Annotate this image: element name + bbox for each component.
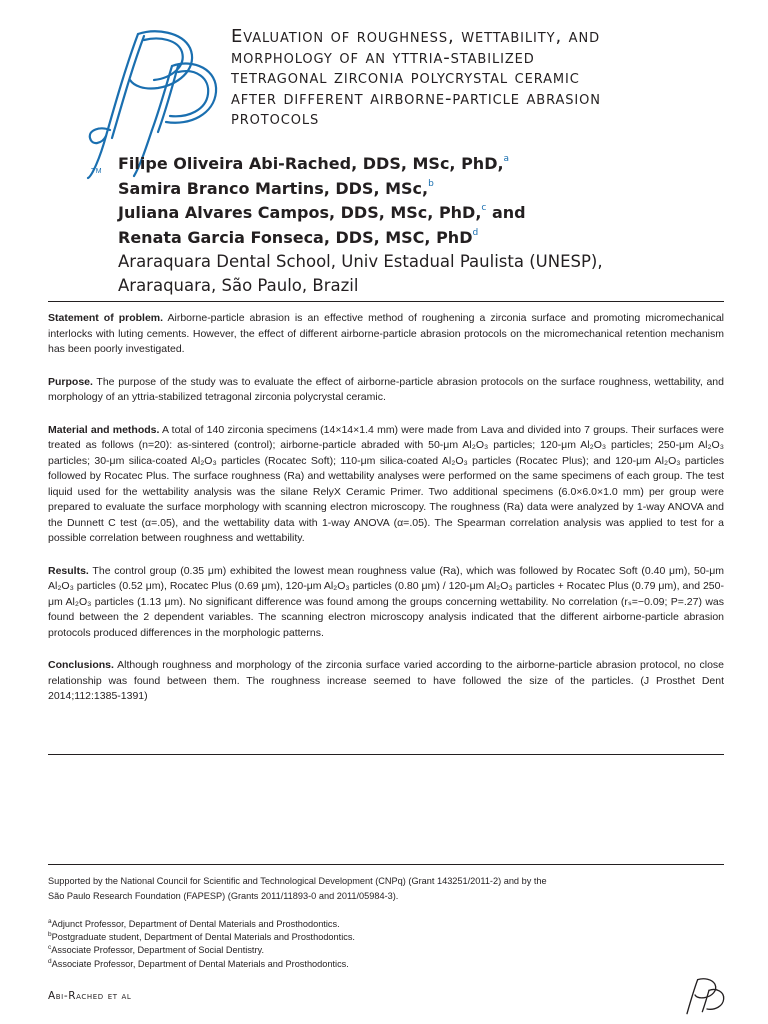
author-line: Filipe Oliveira Abi-Rached, DDS, MSc, PhD,$^a$ xyxy=(118,154,510,173)
abstract-paragraph xyxy=(48,658,724,705)
trademark-label: TM xyxy=(91,168,103,175)
funding-line: Supported by the National Council for Scientific and Technological Development (CNPq) (Grant 143251/2011-2) and by the xyxy=(48,876,547,886)
abstract-paragraph xyxy=(48,311,724,358)
footnote: $^b$Postgraduate student, Department of Dental Materials and Prosthodontics. xyxy=(48,931,355,943)
title-line: after different airborne-particle abrasion xyxy=(231,87,601,109)
abstract-heading: Conclusions. xyxy=(48,659,114,671)
title-line: protocols xyxy=(231,108,320,129)
title-line: Evaluation of roughness, wettability, and xyxy=(231,26,601,47)
abstract-paragraph xyxy=(48,564,724,642)
author-footnotes xyxy=(48,918,724,971)
abstract-text: Airborne-particle abrasion is an effective method of roughening a zirconia surface and promoting micromechanical interlocks with luting cements. However, the effect of different airborne-particle abrasion protocols on the micromechanical retention mechanism has been poorly investigated. xyxy=(48,312,724,355)
abstract-heading: Results. xyxy=(48,564,89,577)
abstract-heading: Statement of problem. xyxy=(48,312,164,324)
footnote: $^a$Adjunct Professor, Department of Dental Materials and Prosthodontics. xyxy=(48,918,340,929)
title-line: tetragonal zirconia polycrystal ceramic xyxy=(231,67,580,88)
funding-note xyxy=(48,874,724,904)
footnote-divider xyxy=(48,864,724,865)
funding-line: São Paulo Research Foundation (FAPESP) (Grants 2011/11893-0 and 2011/05984-3). xyxy=(48,891,399,901)
divider xyxy=(48,754,724,755)
abstract xyxy=(48,311,724,722)
affiliation-line: Araraquara, São Paulo, Brazil xyxy=(118,276,359,295)
divider xyxy=(48,301,724,302)
title-line: morphology of an yttria-stabilized xyxy=(231,46,535,68)
affiliation-marker[interactable]: d xyxy=(472,227,479,238)
journal-jp-small-logo-icon xyxy=(680,977,726,1017)
abstract-heading: Material and methods. xyxy=(48,423,160,436)
author-line: Juliana Alvares Campos, DDS, MSc, PhD,$^c$ and xyxy=(118,203,526,222)
author-list xyxy=(118,152,718,250)
abstract-heading: Purpose. xyxy=(48,375,93,388)
abstract-text: Although roughness and morphology of the zirconia surface varied according to the airborne-particle abrasion protocol, no close relationship was found between them. The roughness increase seemed to have followed the size of the particles. (J Prosthet Dent 2014;112:1385-1391) xyxy=(48,659,724,702)
footnote: $^c$Associate Professor, Department of Social Dentistry. xyxy=(48,944,265,956)
affiliation-marker[interactable]: a xyxy=(503,154,510,164)
affiliation-marker[interactable]: c xyxy=(481,203,487,213)
abstract-paragraph xyxy=(48,375,724,406)
footnote: $^d$Associate Professor, Department of Dental Materials and Prosthodontics. xyxy=(48,957,349,969)
abstract-text: The purpose of the study was to evaluate the effect of airborne-particle abrasion protocols on the surface roughness, wettability, and morphology of an yttria-stabilized tetragonal zirconia polycrystal ceramic. xyxy=(48,375,724,403)
affiliation xyxy=(118,250,718,298)
affiliation-line: Araraquara Dental School, Univ Estadual Paulista (UNESP), xyxy=(118,252,603,271)
author-line: Samira Branco Martins, DDS, MSc,$^b$ xyxy=(118,178,434,198)
affiliation-marker[interactable]: b xyxy=(428,178,434,189)
abstract-paragraph xyxy=(48,423,724,547)
abstract-text: The control group (0.35 μm) exhibited the lowest mean roughness value (Ra), which was followed by Rocatec Soft (0.40 μm), 50-μm Al₂O₃ particles (0.52 μm), Rocatec Plus (0.69 μm), 120-μm Al₂O₃ particles (0.80 μm) / 120-μm Al₂O₃ particles + Rocatec Plus (0.79 μm), and 250-μm Al₂O₃ particles (1.13 μm). No significant difference was found among the groups concerning wettability. No correlation (rₛ=−0.09; P=.27) was found between the 2 dependent variables. The scanning electron microscopy analysis indicated that the different airborne-particle abrasion protocols produced differences in the morphologic patterns. xyxy=(48,564,724,639)
author-line: Renata Garcia Fonseca, DDS, MSC, PhD$^d$ xyxy=(118,227,479,247)
abstract-text: A total of 140 zirconia specimens (14×14×1.4 mm) were made from Lava and divided into 7 groups. Their surfaces were treated as follows (n=20): as-sintered (control); airborne-particle abraded with 50-μm Al₂O₃ particles; 120-μm Al₂O₃ particles; 250-μm Al₂O₃ particles; 30-μm silica-coated Al₂O₃ particles (Rocatec Soft); 110-μm silica-coated Al₂O₃ particles (Rocatec Plus); and 120-μm Al₂O₃ particles followed by Rocatec Plus. The surface roughness (Ra) and wettability analyses were performed on the same specimens of each group. The test liquid used for the wettability analysis was the silane RelyX Ceramic Primer. Two additional specimens (6.0×6.0×1.0 mm) per group were prepared to evaluate the surface morphology with scanning electron microscopy. The roughness (Ra) data were analyzed by 1-way ANOVA and the Dunnett C test (α=.05), and the wettability data with 1-way ANOVA (α=.05). The Spearman correlation analysis was applied to test for a possible correlation between roughness and wettability. xyxy=(48,423,724,544)
article-title xyxy=(231,27,741,130)
running-head: Abi-Rached et al xyxy=(48,990,132,1002)
